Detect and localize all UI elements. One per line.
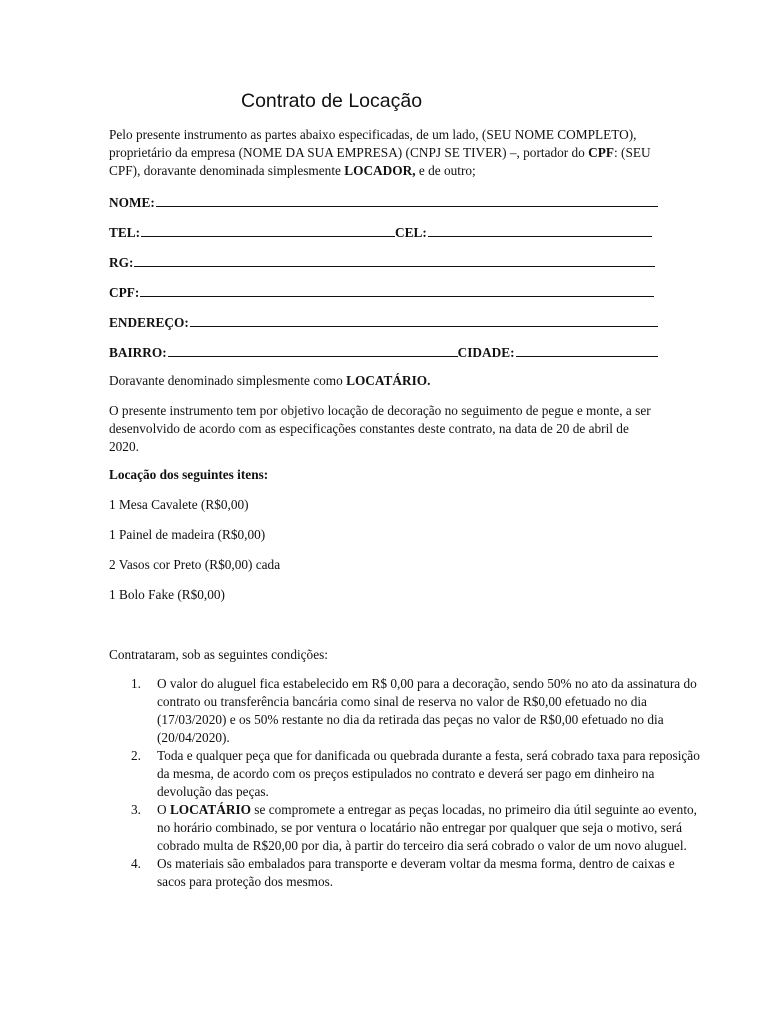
condicoes-list — [109, 675, 705, 891]
field-cidade-label: CIDADE: — [457, 345, 515, 360]
condicao-2 — [131, 747, 705, 801]
condicao-3-locatario: LOCATÁRIO — [169, 802, 251, 817]
field-cel-label: CEL: — [395, 225, 427, 240]
condicao-4-number: 4. — [131, 856, 141, 871]
field-tel-label: TEL: — [109, 225, 141, 240]
field-endereco-label: ENDEREÇO: — [109, 315, 189, 330]
field-nome-label: NOME: — [109, 195, 155, 210]
field-bairro-label: BAIRRO: — [109, 345, 167, 360]
field-cpf-line[interactable] — [140, 284, 654, 297]
field-cidade-line[interactable] — [516, 344, 658, 357]
condicao-4 — [131, 855, 705, 891]
intro-locador: LOCADOR, — [344, 163, 416, 178]
field-cpf-label: CPF: — [109, 285, 140, 300]
condicoes-intro: Contrataram, sob as seguintes condições: — [109, 647, 328, 662]
intro-text-1: Pelo presente instrumento as partes abaixo especificadas, de um lado, (SEU NOME COMPLETO), proprietário da empresa (NOME DA SUA EMPRESA) (CNPJ SE TIVER) –, portador do — [109, 127, 637, 160]
field-tel-line[interactable] — [141, 224, 395, 237]
intro-cpf-label: CPF — [588, 145, 614, 160]
locatario-text: Doravante denominado simplesmente como — [109, 373, 347, 388]
condicao-1-text: O valor do aluguel fica estabelecido em R$ 0,00 para a decoração, sendo 50% no ato da assinatura do contrato ou transferência bancária como sinal de reserva no valor de R$0,00 efetuado no dia (17/03/2020) e os 50% restante no dia da retirada das peças no valor de R$0,00 efetuado no dia (20/04/2020). — [157, 676, 697, 745]
objetivo-paragraph: O presente instrumento tem por objetivo locação de decoração no seguimento de pegue e monte, a ser desenvolvido de acordo com as especificações constantes deste contrato, na data de 20 de abril de 2020. — [109, 403, 651, 454]
field-nome — [109, 194, 658, 212]
item-1: 1 Mesa Cavalete (R$0,00) — [109, 497, 249, 512]
field-endereco-line[interactable] — [190, 314, 658, 327]
field-rg — [109, 254, 658, 272]
field-nome-line[interactable] — [156, 194, 658, 207]
condicao-3-pre: O — [157, 802, 170, 817]
condicao-1 — [131, 675, 705, 747]
condicao-3-text: se compromete a entregar as peças locadas, no primeiro dia útil seguinte ao evento, no horário combinado, se por ventura o locatário não entregar por qualquer que seja o motivo, será cobrado multa de R$20,00 por dia, à partir do terceiro dia será cobrado o valor de um novo aluguel. — [157, 802, 697, 853]
field-endereco — [109, 314, 658, 332]
field-bairro-line[interactable] — [168, 344, 458, 357]
field-bairro-cidade — [109, 344, 658, 362]
field-rg-line[interactable] — [134, 254, 655, 267]
condicao-4-text: Os materiais são embalados para transporte e deveram voltar da mesma forma, dentro de caixas e sacos para proteção dos mesmos. — [157, 856, 675, 889]
intro-paragraph — [109, 126, 657, 180]
intro-text-2: : (SEU CPF), doravante denominada simplesmente — [109, 145, 651, 178]
condicao-2-number: 2. — [131, 748, 141, 763]
item-2: 1 Painel de madeira (R$0,00) — [109, 527, 266, 542]
itens-heading: Locação dos seguintes itens: — [109, 467, 269, 482]
document-title: Contrato de Locação — [241, 90, 423, 112]
condicao-3 — [131, 801, 705, 855]
field-cel-line[interactable] — [428, 224, 652, 237]
intro-text-3: e de outro; — [415, 163, 476, 178]
field-tel-cel — [109, 224, 658, 242]
condicao-1-number: 1. — [131, 676, 141, 691]
locatario-paragraph — [109, 372, 657, 390]
condicao-3-number: 3. — [131, 802, 141, 817]
field-cpf — [109, 284, 658, 302]
locatario-bold: LOCATÁRIO. — [346, 373, 431, 388]
item-4: 1 Bolo Fake (R$0,00) — [109, 587, 225, 602]
field-rg-label: RG: — [109, 255, 134, 270]
item-3: 2 Vasos cor Preto (R$0,00) cada — [109, 557, 281, 572]
condicao-2-text: Toda e qualquer peça que for danificada ou quebrada durante a festa, será cobrado taxa para reposição da mesma, de acordo com os preços estipulados no contrato e deverá ser pago em dinheiro na devolução das peças. — [157, 748, 700, 799]
